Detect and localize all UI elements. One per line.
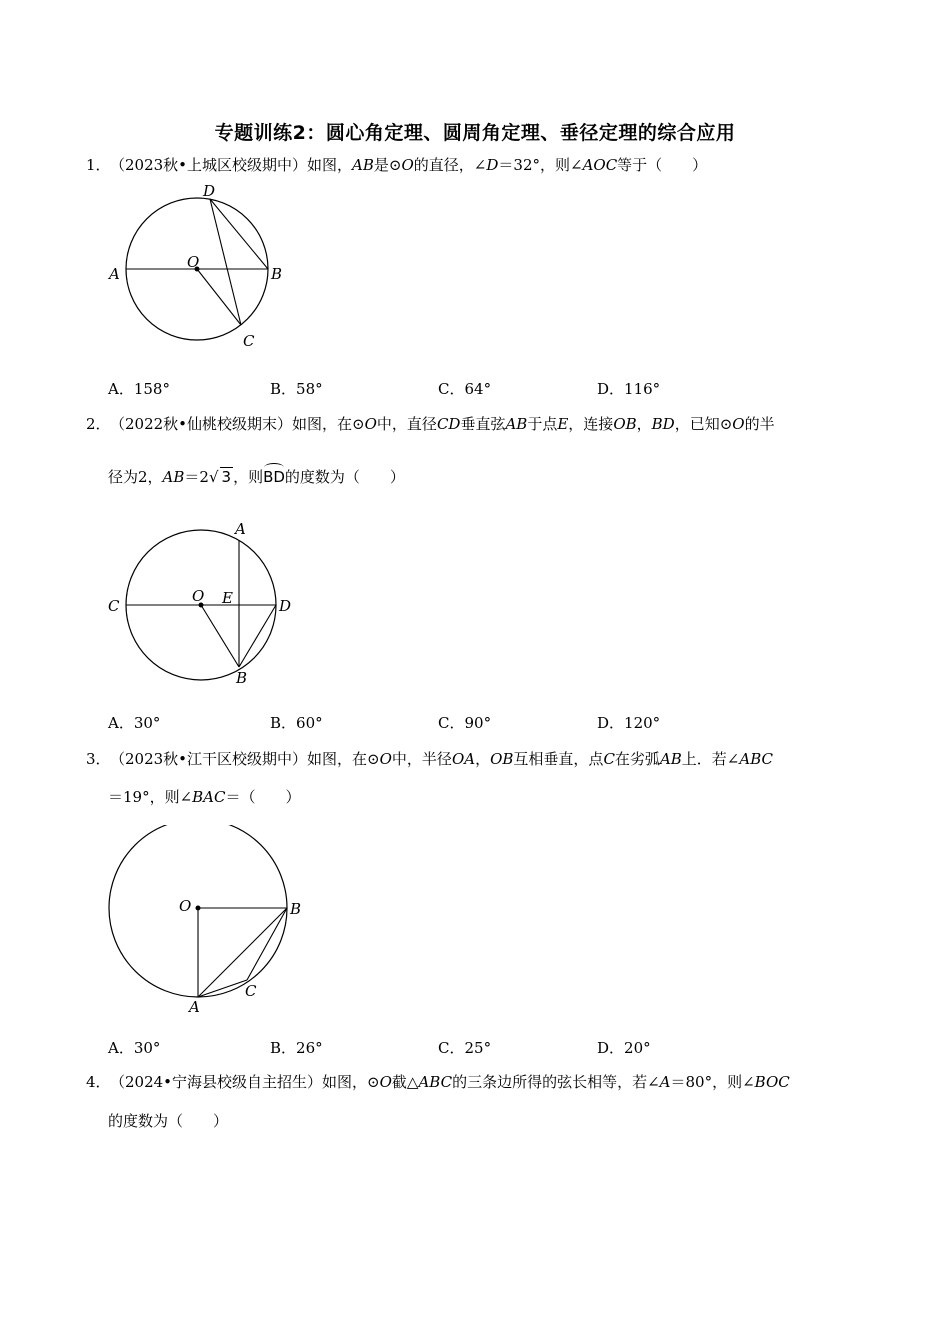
label-b: B (271, 265, 283, 283)
option-b[interactable]: B．26° (270, 1039, 323, 1057)
stem-text: 的直径，∠ (413, 156, 487, 174)
stem-text: 的半 (744, 415, 775, 433)
question-3-stem (86, 748, 876, 770)
stem-text: 在劣弧 (614, 750, 660, 768)
segment-ac (198, 980, 247, 997)
radicand: 3 (221, 468, 232, 486)
question-3 (86, 748, 876, 770)
stem-var: E (557, 415, 569, 433)
stem-var: AB (505, 415, 528, 433)
stem-var: ABC (418, 1073, 453, 1091)
option-b[interactable]: B．58° (270, 380, 323, 398)
question-source: （2024•宁海县校级自主招生） (110, 1073, 323, 1091)
stem-var: OB (490, 750, 514, 768)
stem-text: 于点 (527, 415, 558, 433)
stem-text: ＝2 (184, 468, 209, 486)
label-o: O (192, 587, 205, 605)
stem-text: ，连接 (568, 415, 614, 433)
question-number: 2． (86, 415, 111, 433)
stem-var: O (379, 1073, 392, 1091)
stem-text: 互相垂直，点 (513, 750, 604, 768)
option-a[interactable]: A．30° (108, 1039, 161, 1057)
stem-text: 截△ (391, 1073, 419, 1091)
stem-text: 上．若∠ (681, 750, 740, 768)
label-c: C (245, 982, 257, 1000)
label-c: C (243, 332, 255, 350)
label-c: C (108, 597, 120, 615)
stem-var: CD (436, 415, 461, 433)
stem-var: AB (162, 468, 185, 486)
question-1-stem (86, 154, 876, 176)
stem-text: ＝（ ） (225, 788, 301, 806)
radical-sign: √ (208, 468, 219, 486)
label-a: A (235, 520, 246, 538)
label-b: B (236, 669, 248, 687)
center-point (196, 906, 201, 911)
stem-text: ， (475, 750, 491, 768)
stem-var: OA (451, 750, 476, 768)
option-c[interactable]: C．64° (438, 380, 492, 398)
question-2-figure (100, 515, 310, 695)
question-3-stem-line-2 (108, 786, 301, 807)
stem-var: AB (659, 750, 682, 768)
question-4 (86, 1071, 876, 1093)
label-a: A (189, 998, 200, 1016)
stem-text: ＝80°，则∠ (670, 1073, 755, 1091)
segment-bd (239, 605, 276, 667)
stem-var: A (659, 1073, 671, 1091)
stem-var: BOC (754, 1073, 790, 1091)
stem-text: ＝19°，则∠ (108, 788, 193, 806)
label-d: D (203, 182, 216, 200)
question-4-stem (86, 1071, 876, 1093)
page-title: 专题训练2：圆心角定理、圆周角定理、垂径定理的综合应用 (214, 122, 736, 144)
stem-text: 如图，在⊙ (307, 750, 380, 768)
stem-text: 如图， (307, 156, 353, 174)
stem-var: OB (613, 415, 637, 433)
label-o: O (187, 253, 200, 271)
stem-text: 等于（ ） (617, 156, 708, 174)
label-d: D (279, 597, 292, 615)
stem-text: 的度数为（ ） (284, 468, 405, 486)
option-d[interactable]: D．120° (597, 714, 661, 732)
stem-var: BAC (192, 788, 226, 806)
question-number: 1． (86, 156, 111, 174)
stem-text: 的三条边所得的弦长相等，若∠ (452, 1073, 660, 1091)
stem-text: ，已知⊙ (674, 415, 733, 433)
question-4-stem-line-2: 的度数为（ ） (108, 1112, 229, 1130)
question-source: （2023秋•上城区校级期中） (110, 156, 308, 174)
question-source: （2022秋•仙桃校级期末） (110, 415, 293, 433)
stem-text: 如图，在⊙ (292, 415, 365, 433)
segment-ob (201, 605, 239, 667)
question-2-stem (86, 413, 876, 435)
label-a: A (109, 265, 120, 283)
option-a[interactable]: A．158° (108, 380, 170, 398)
question-number: 3． (86, 750, 111, 768)
stem-var: O (364, 415, 377, 433)
label-o: O (179, 897, 192, 915)
question-2 (86, 413, 876, 435)
stem-text: 径为2， (108, 468, 163, 486)
stem-text: 垂直弦 (460, 415, 506, 433)
stem-var: C (603, 750, 615, 768)
stem-var: BD (651, 415, 675, 433)
arc-bd: BD (263, 468, 285, 486)
stem-var: O (732, 415, 745, 433)
question-number: 4． (86, 1073, 111, 1091)
stem-text: 是⊙ (373, 156, 402, 174)
label-b: B (290, 900, 302, 918)
stem-var: O (379, 750, 392, 768)
option-c[interactable]: C．25° (438, 1039, 492, 1057)
question-3-figure (100, 825, 315, 1020)
stem-text: 中，直径 (376, 415, 437, 433)
stem-text: ， (636, 415, 652, 433)
option-d[interactable]: D．20° (597, 1039, 651, 1057)
stem-text: ＝32°，则∠ (498, 156, 583, 174)
stem-var: AB (352, 156, 374, 174)
question-1-figure (100, 180, 300, 355)
stem-var: O (401, 156, 414, 174)
option-d[interactable]: D．116° (597, 380, 661, 398)
label-e: E (222, 589, 233, 607)
question-1 (86, 154, 876, 176)
stem-var: AOC (582, 156, 618, 174)
stem-text: 如图，⊙ (322, 1073, 380, 1091)
segment-ab (198, 908, 287, 997)
segment-cb (247, 908, 287, 980)
option-b[interactable]: B．60° (270, 714, 323, 732)
stem-text: 中，半径 (391, 750, 452, 768)
stem-text: ，则 (233, 468, 264, 486)
question-source: （2023秋•江干区校级期中） (110, 750, 308, 768)
option-c[interactable]: C．90° (438, 714, 492, 732)
option-a[interactable]: A．30° (108, 714, 161, 732)
question-2-stem-line-2 (108, 466, 405, 487)
stem-var: D (486, 156, 499, 174)
stem-var: ABC (739, 750, 773, 768)
